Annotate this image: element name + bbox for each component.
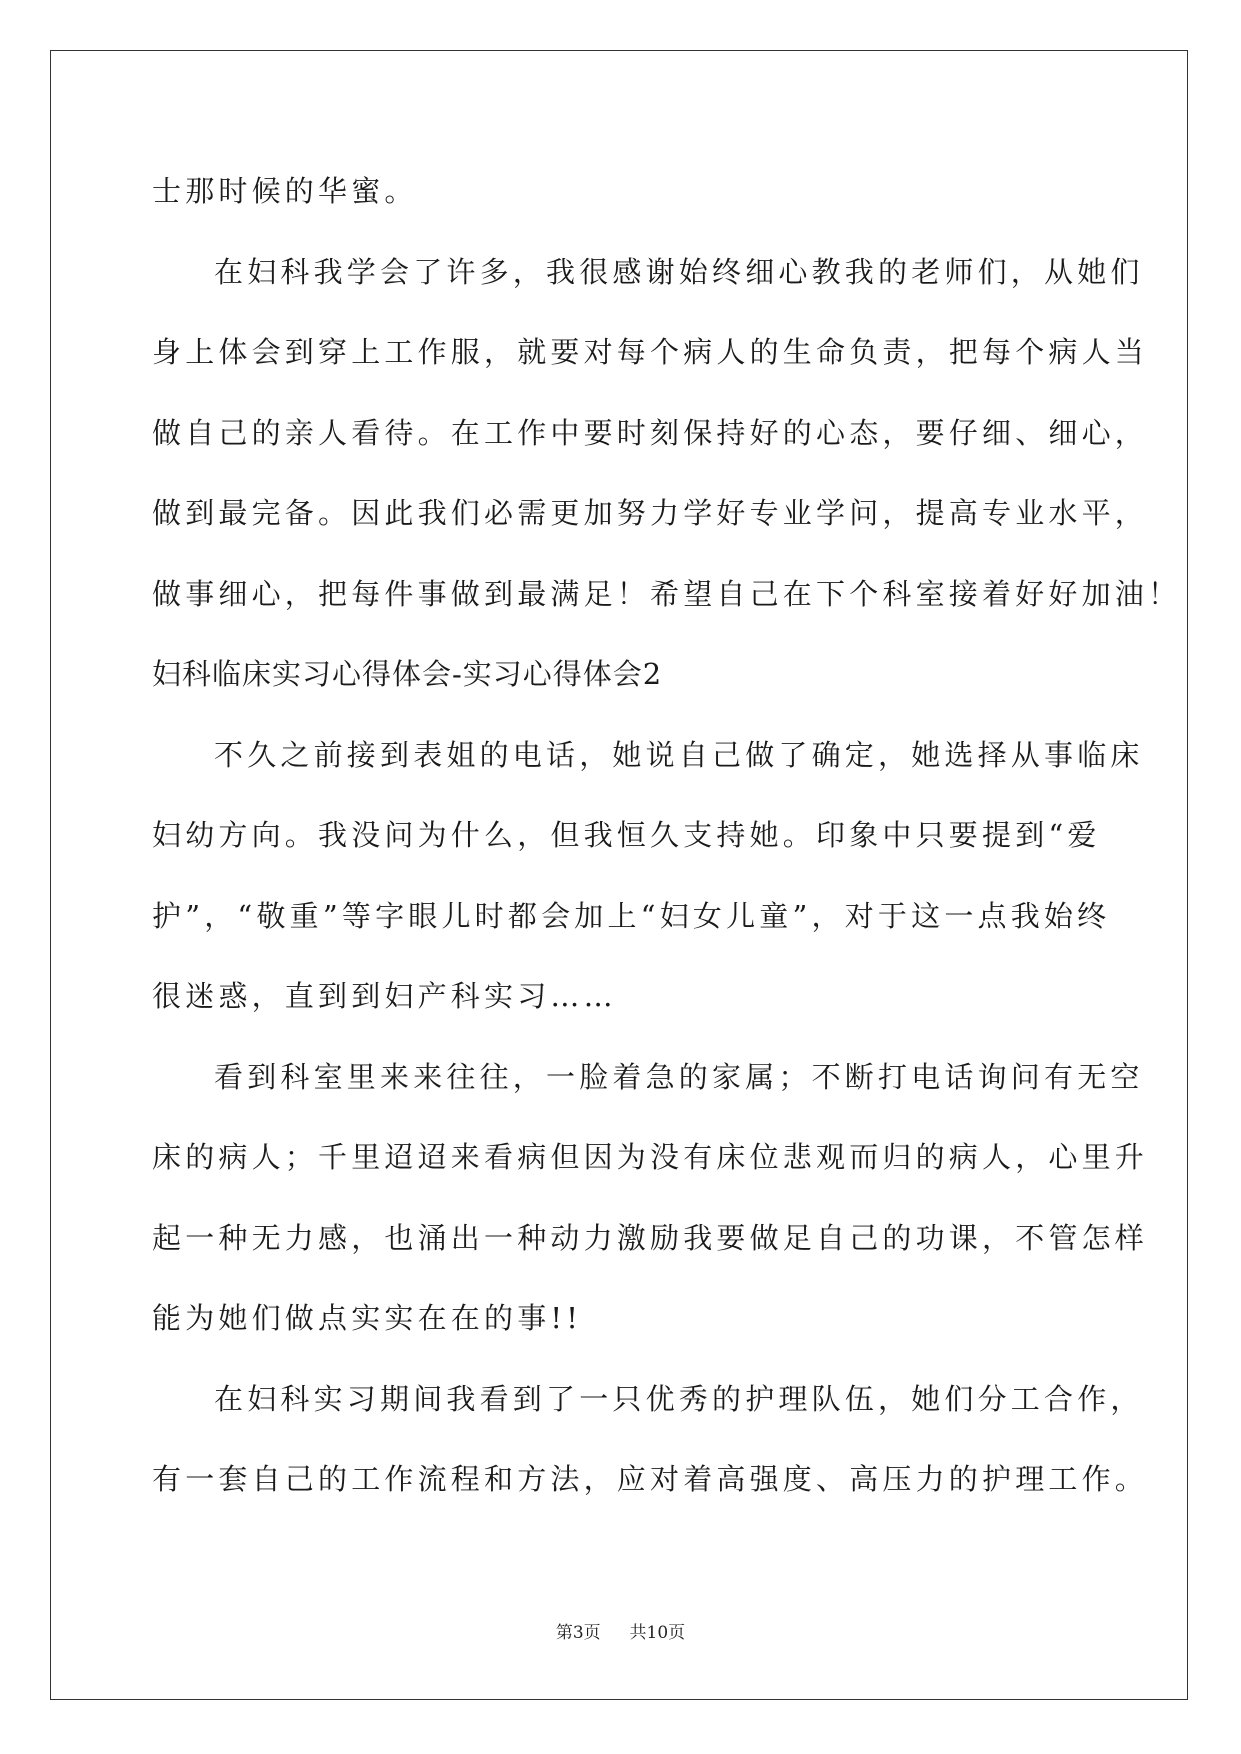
page-total: 共10页 <box>629 1623 686 1643</box>
text-line: 有一套自己的工作流程和方法，应对着高强度、高压力的护理工作。 <box>152 1462 1149 1496</box>
text-line: 做事细心，把每件事做到最满足！希望自己在下个科室接着好好加油！ <box>152 576 1182 611</box>
text-line: 看到科室里来来往往，一脸着急的家属；不断打电话询问有无空 <box>214 1059 1144 1094</box>
text-line: 士那时候的华蜜。 <box>152 174 418 208</box>
text-line: 很迷惑，直到到妇产科实习…… <box>152 979 617 1013</box>
text-line: 身上体会到穿上工作服，就要对每个病人的生命负责，把每个病人当 <box>152 335 1149 369</box>
text-line: 不久之前接到表姐的电话，她说自己做了确定，她选择从事临床 <box>214 737 1144 772</box>
text-line: 在妇科实习期间我看到了一只优秀的护理队伍，她们分工合作， <box>214 1381 1144 1416</box>
text-line: 能为她们做点实实在在的事!! <box>152 1301 583 1335</box>
text-line: 起一种无力感，也涌出一种动力激励我要做足自己的功课，不管怎样 <box>152 1220 1149 1255</box>
text-line: 做到最完备。因此我们必需更加努力学好专业学问，提高专业水平， <box>152 496 1149 530</box>
page-number: 第3页 <box>555 1623 601 1643</box>
document-body <box>152 165 1182 1534</box>
text-line: 妇幼方向。我没问为什么，但我恒久支持她。印象中只要提到“爱 <box>152 818 1101 852</box>
text-line: 护”，“敬重”等字眼儿时都会加上“妇女儿童”，对于这一点我始终 <box>152 898 1111 933</box>
section-heading: 妇科临床实习心得体会-实习心得体会2 <box>152 657 663 691</box>
text-line: 床的病人；千里迢迢来看病但因为没有床位悲观而归的病人，心里升 <box>152 1140 1149 1174</box>
text-line: 在妇科我学会了许多，我很感谢始终细心教我的老师们，从她们 <box>214 254 1144 289</box>
text-line: 做自己的亲人看待。在工作中要时刻保持好的心态，要仔细、细心， <box>152 415 1149 450</box>
page-footer <box>0 1618 1241 1643</box>
